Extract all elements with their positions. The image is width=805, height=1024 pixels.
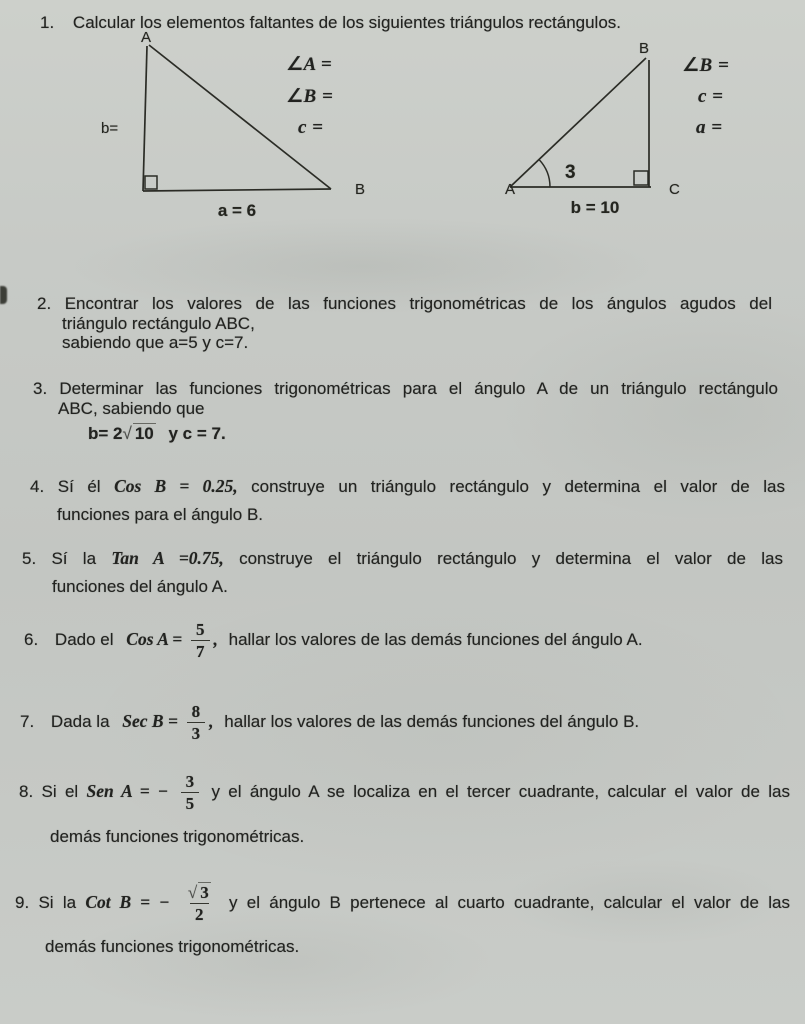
fraction-3-5	[181, 773, 200, 813]
problem-5-line-1	[22, 549, 783, 569]
problem-6	[24, 616, 784, 663]
problem-8	[19, 766, 790, 847]
problem-1-number: 1.	[40, 13, 55, 32]
vertex-label-a: A	[505, 181, 516, 198]
unknown-side-c: c =	[298, 117, 324, 138]
fraction-5-7	[191, 621, 210, 661]
problem-4	[30, 477, 785, 524]
problem-3-line-1	[33, 379, 778, 399]
fraction-numerator: 8	[191, 701, 201, 721]
scan-smudge	[0, 286, 7, 304]
problem-7	[20, 698, 784, 745]
problem-5-line-2: funciones del ángulo A.	[52, 576, 228, 596]
triangle-right-unknowns	[682, 54, 729, 148]
right-angle-mark	[634, 171, 648, 185]
right-angle-mark	[145, 176, 157, 189]
math-cos-a: Cos A =	[126, 629, 183, 649]
problem-4-line-1	[30, 477, 785, 497]
math-cot-b: Cot B = −	[85, 892, 170, 912]
problem-2-text-1: Encontrar los valores de las funciones trigonométricas de los ángulos agudos del	[64, 294, 772, 313]
problem-3-text-1: Determinar las funciones trigonométricas para el ángulo A de un triángulo rectángulo	[59, 379, 778, 398]
problem-4-number: 4.	[30, 477, 45, 496]
unknown-angle-a: ∠A =	[286, 54, 333, 75]
fraction-numerator: 3	[185, 771, 195, 791]
side-a-label: a = 6	[217, 201, 257, 220]
sqrt-radicand: 10	[134, 424, 154, 443]
problem-8-line-1	[19, 766, 790, 817]
triangle-left-side-a	[143, 189, 331, 191]
math-sec-b: Sec B =	[122, 711, 178, 731]
vertex-label-c: C	[669, 181, 680, 198]
problem-6-number: 6.	[24, 630, 39, 649]
math-cos-b: Cos B = 0.25,	[114, 476, 238, 496]
problem-6-pre: Dado el	[54, 630, 114, 649]
triangle-figure-right	[493, 36, 708, 221]
sqrt-expression	[123, 424, 156, 443]
problem-7-number: 7.	[20, 712, 35, 731]
problem-9-pre: Si la	[38, 893, 77, 912]
problem-9-line-2: demás funciones trigonométricas.	[45, 937, 300, 956]
problem-1-text: Calcular los elementos faltantes de los siguientes triángulos rectángulos.	[72, 13, 622, 32]
triangle-right-hypotenuse	[510, 58, 646, 187]
math-sen-a: Sen A = −	[86, 781, 169, 801]
problem-5-rest: construye el triángulo rectángulo y determina el valor de las	[239, 549, 783, 568]
problem-3	[33, 379, 778, 444]
problem-8-pre: Si el	[41, 782, 79, 801]
problem-2	[37, 294, 772, 353]
problem-3-number: 3.	[33, 379, 48, 398]
problem-5	[22, 549, 783, 596]
problem-4-rest: construye un triángulo rectángulo y determina el valor de las	[251, 477, 785, 496]
side-b-label: b = 10	[570, 198, 620, 217]
comma: ,	[213, 629, 218, 649]
vertex-label-b: B	[355, 181, 366, 198]
comma: ,	[209, 711, 214, 731]
problem-2-line-3: sabiendo que a=5 y c=7.	[62, 333, 249, 352]
vertex-label-a: A	[141, 30, 152, 46]
problem-9-number: 9.	[15, 893, 30, 912]
unknown-side-c: c =	[698, 86, 724, 107]
angle-value-label: 3	[565, 162, 576, 183]
fraction-denominator: 7	[191, 640, 210, 661]
math-tan-a: Tan A =0.75,	[111, 548, 224, 568]
unknown-angle-b: ∠B =	[682, 55, 730, 76]
problem-8-line-2: demás funciones trigonométricas.	[50, 827, 305, 846]
fraction-8-3	[187, 703, 206, 743]
problem-3-math-line	[88, 424, 778, 444]
math-b-equals: b= 2	[88, 424, 123, 443]
problem-9-line-1	[15, 876, 790, 929]
unknown-angle-b: ∠B =	[286, 86, 334, 107]
problem-2-number: 2.	[37, 294, 52, 313]
problem-2-line-1	[37, 294, 772, 314]
unknown-side-a: a =	[696, 117, 723, 138]
problem-3-line-2: ABC, sabiendo que	[58, 398, 205, 418]
fraction-numerator: 5	[196, 619, 205, 639]
problem-9-rest: y el ángulo B pertenece al cuarto cuadrante, calcular el valor de las	[228, 893, 790, 912]
math-c-equals: y c = 7.	[168, 424, 226, 443]
problem-7-rest: hallar los valores de las demás funciones del ángulo B.	[224, 712, 640, 731]
problem-5-pre: Sí la	[51, 549, 97, 568]
fraction-denominator: 2	[190, 903, 209, 924]
fraction-denominator: 5	[181, 792, 200, 813]
problem-8-number: 8.	[19, 782, 34, 801]
problem-4-line-2: funciones para el ángulo B.	[57, 504, 264, 524]
triangle-figure-left	[95, 30, 395, 225]
sqrt-expression	[183, 884, 216, 903]
triangle-left-side-b	[143, 46, 147, 191]
triangle-left-unknowns	[286, 53, 333, 148]
problem-8-rest: y el ángulo A se localiza en el tercer cuadrante, calcular el valor de las	[211, 782, 791, 801]
problem-7-pre: Dada la	[50, 712, 110, 731]
side-b-label: b=	[101, 120, 119, 137]
vertex-label-b: B	[639, 40, 650, 57]
problem-5-number: 5.	[22, 549, 37, 568]
fraction-denominator: 3	[187, 722, 206, 743]
angle-arc	[539, 160, 550, 188]
fraction-sqrt3-2	[183, 884, 216, 924]
problem-9	[15, 876, 790, 957]
problem-4-pre: Sí él	[57, 477, 101, 496]
problem-6-rest: hallar los valores de las demás funciones del ángulo A.	[228, 630, 643, 649]
problem-2-line-2: triángulo rectángulo ABC,	[62, 313, 255, 333]
sqrt-radicand: 3	[200, 882, 209, 902]
